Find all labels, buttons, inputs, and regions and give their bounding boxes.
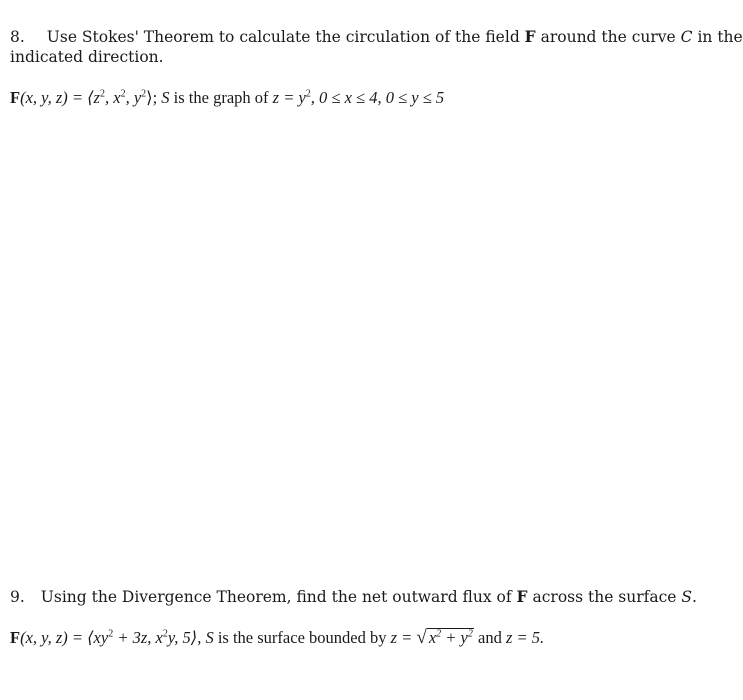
eq9-bounded: is the surface bounded by — [213, 628, 391, 647]
problem-9-text-1: Using the Divergence Theorem, find the net outward flux of — [40, 588, 517, 606]
eq9-sq-1: 2 — [108, 628, 114, 640]
eq8-sq-1: 2 — [99, 88, 105, 100]
problem-8-text-2: around the curve — [535, 28, 681, 46]
problem-8-equation — [10, 88, 444, 108]
eq9-mid1: + 3z, x — [113, 628, 163, 647]
eq9-z-end: z = 5. — [505, 628, 545, 647]
eq9-sq-2: 2 — [162, 628, 168, 640]
eq9-mid2: y, 5⟩, — [167, 628, 206, 647]
eq9-and: and — [473, 628, 506, 647]
problem-9-equation — [10, 628, 544, 648]
eq9-sqrt-body — [427, 628, 474, 647]
sqrt-radical-icon: √ — [416, 627, 427, 648]
eq9-sqrt-plus: + y — [441, 628, 468, 647]
problem-8-curve-symbol: C — [680, 28, 693, 46]
eq8-is-graph: is the graph of — [169, 88, 273, 107]
problem-9-text-2: across the surface — [527, 588, 682, 606]
eq8-c1: , x — [104, 88, 121, 107]
eq8-args: (x, y, z) = ⟨z — [20, 88, 100, 107]
eq8-c2: , y — [125, 88, 142, 107]
problem-8-number: 8. — [10, 28, 25, 46]
problem-8-line-1 — [10, 27, 743, 47]
problem-8-text-line-2: indicated direction. — [10, 48, 164, 66]
eq8-sq-3: 2 — [141, 88, 147, 100]
eq8-sq-4: 2 — [305, 88, 311, 100]
problem-9-line-1 — [10, 587, 697, 607]
eq9-field: F — [10, 628, 21, 647]
eq8-ranges: , 0 ≤ x ≤ 4, 0 ≤ y ≤ 5 — [310, 88, 445, 107]
eq9-sqrt — [416, 628, 473, 648]
eq9-z-eq: z = — [390, 628, 417, 647]
problem-8-line-2 — [10, 47, 164, 67]
eq8-z-eq: z = y — [272, 88, 306, 107]
problem-9-text-3: . — [692, 588, 697, 606]
eq8-close: ⟩; — [146, 88, 162, 107]
eq9-args: (x, y, z) = ⟨xy — [20, 628, 109, 647]
eq9-sq-3: 2 — [436, 628, 442, 640]
eq8-surface: S — [161, 88, 170, 107]
eq9-surface: S — [205, 628, 214, 647]
eq8-field: F — [10, 88, 21, 107]
eq9-sq-4: 2 — [467, 628, 473, 640]
problem-8-text-3: in the — [692, 28, 743, 46]
eq8-sq-2: 2 — [120, 88, 126, 100]
problem-9-surface-symbol: S — [681, 588, 693, 606]
problem-9-field-symbol: F — [516, 587, 528, 606]
problem-8-text-1: Use Stokes' Theorem to calculate the circulation of the field — [46, 28, 525, 46]
eq9-sqrt-x: x — [428, 628, 437, 647]
problem-8-field-symbol: F — [524, 27, 536, 46]
problem-9-number: 9. — [10, 588, 25, 606]
